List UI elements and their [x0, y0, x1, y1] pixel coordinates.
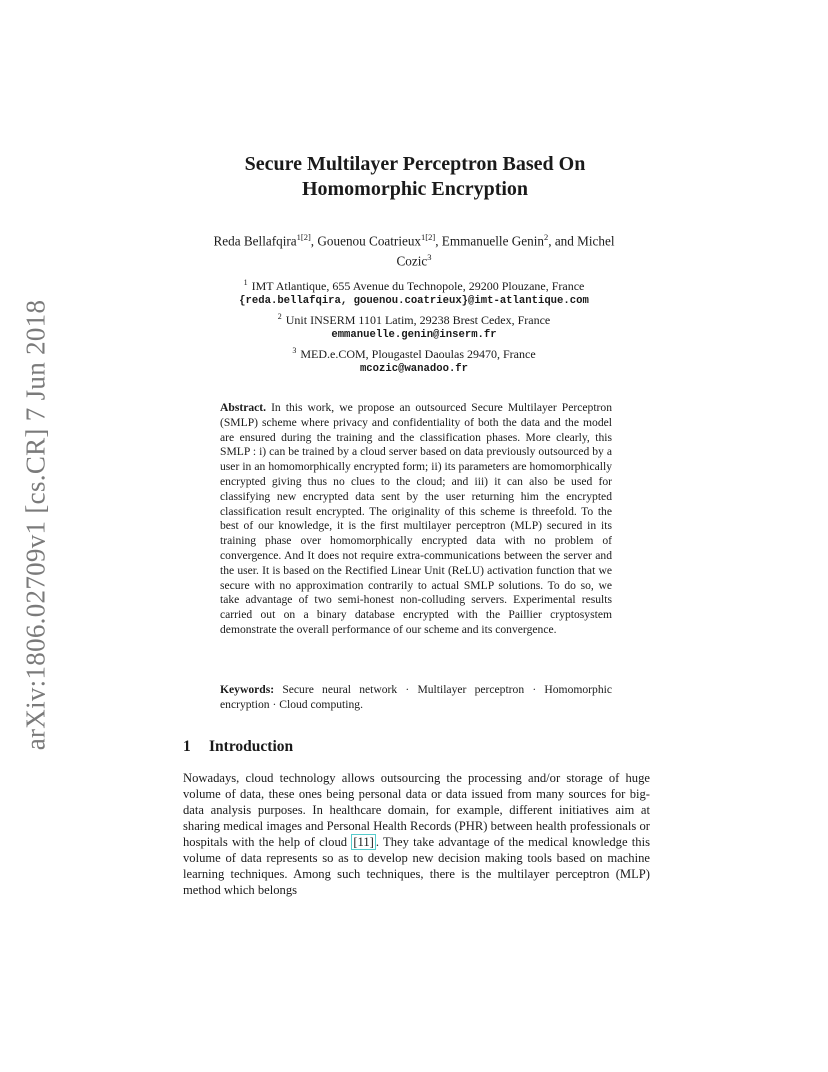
- title-line-2: Homomorphic Encryption: [301, 178, 529, 200]
- affiliation-address: IMT Atlantique, 655 Avenue du Technopole, 29200 Plouzane, France: [251, 279, 585, 293]
- author-2: Gouenou Coatrieux: [317, 233, 422, 249]
- affiliation-1: [183, 275, 645, 294]
- affiliations: [183, 275, 645, 377]
- introduction-paragraph: [183, 770, 650, 898]
- author-3: Emmanuelle Genin: [441, 233, 544, 249]
- affiliation-2: [183, 309, 645, 328]
- affiliation-email: emmanuelle.genin@inserm.fr: [331, 329, 497, 341]
- author-2-affil: 1[2]: [421, 232, 436, 242]
- affiliation-address: Unit INSERM 1101 Latim, 29238 Brest Cedex, France: [285, 313, 551, 327]
- affiliation-email: mcozic@wanadoo.fr: [359, 363, 469, 375]
- abstract-text: In this work, we propose an outsourced Secure Multilayer Perceptron (SMLP) scheme where privacy and confidentiality of both the data and the model are ensured during the training and the classification phases. More clearly, this SMLP : i) can be trained by a cloud server based on data previously outsourced by a user in an homomorphically encrypted form; ii) its parameters are homomorphically encrypted giving thus no clues to the cloud; and iii) it can also be used for classifying new encrypted data sent by the user returning him the encrypted classification result encrypted. The originality of this scheme is threefold. To the best of our knowledge, it is the first multilayer perceptron (MLP) secured in its training phase over homomorphically encrypted data with no problem of convergence. And It does not require extra-communications between the server and the user. It is based on the Rectified Linear Unit (ReLU) activation function that we secure with no approximation contrarily to actual SMLP solutions. To do so, we take advantage of two semi-honest non-colluding servers. Experimental results carried out on a binary database encrypted with the Paillier cryptosystem demonstrate the overall performance of our scheme and its convergence.: [220, 401, 612, 636]
- keywords: [220, 683, 612, 713]
- keywords-label: Keywords:: [220, 683, 275, 696]
- author-1: Reda Bellafqira: [213, 233, 297, 249]
- intro-text-part-2: . They take advantage of the medical knowledge this volume of data represents so as to develop new decision making tools based on machine learning techniques. Among such techniques, there is the multilayer perceptron (MLP) method which belongs: [183, 835, 650, 897]
- author-separator: ,: [435, 233, 442, 249]
- author-and-first: , and Michel: [548, 233, 615, 249]
- author-4-affil: 3: [427, 252, 432, 263]
- intro-text-part-1: Nowadays, cloud technology allows outsourcing the processing and/or storage of huge volume of data, these ones being personal data or data issued from many sources for big-data analysis purposes. In healthcare domain, for example, different initiatives aim at sharing medical images and Personal Health Records (PHR) between health professionals or hospitals with the help of cloud: [183, 771, 650, 849]
- citation-link[interactable]: [11]: [353, 835, 374, 849]
- section-heading-introduction: [183, 738, 293, 756]
- title-line-1: Secure Multilayer Perceptron Based On: [244, 153, 586, 175]
- author-list: [183, 229, 645, 270]
- author-4-last: Cozic: [396, 253, 428, 269]
- affiliation-number: 3: [292, 346, 297, 355]
- author-3-affil: 2: [543, 232, 549, 242]
- affiliation-number: 1: [243, 278, 248, 287]
- paper-title: [150, 152, 680, 202]
- author-separator: ,: [310, 233, 318, 249]
- affiliation-3: [183, 343, 645, 362]
- author-1-affil: 1[2]: [296, 232, 311, 242]
- section-number: 1: [183, 738, 191, 755]
- affiliation-address: MED.e.COM, Plougastel Daoulas 29470, France: [300, 347, 536, 361]
- abstract: [220, 401, 612, 638]
- keywords-text: Secure neural network · Multilayer perceptron · Homomorphic encryption · Cloud computing.: [220, 683, 613, 711]
- affiliation-email: {reda.bellafqira, gouenou.coatrieux}@imt-atlantique.com: [239, 295, 589, 307]
- section-title: Introduction: [209, 738, 294, 755]
- abstract-label: Abstract.: [220, 401, 267, 414]
- affiliation-number: 2: [277, 312, 282, 321]
- arxiv-identifier-stamp: [14, 300, 58, 750]
- arxiv-id-text: arXiv:1806.02709v1 [cs.CR] 7 Jun 2018: [20, 299, 51, 751]
